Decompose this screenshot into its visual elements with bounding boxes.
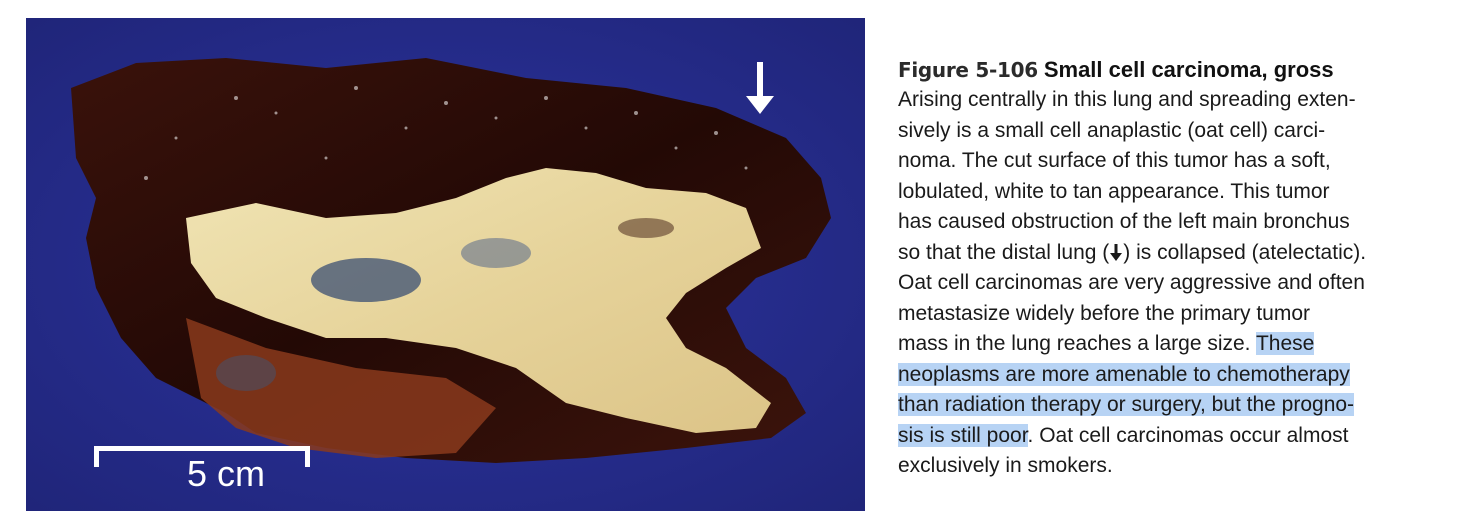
highlighted-text[interactable]: These [1255, 332, 1315, 355]
tumor-mottling [216, 355, 276, 391]
caption-text: ) is collapsed (atelectatic). [1123, 240, 1367, 264]
caption-text: . Oat cell carcinomas occur almost [1027, 423, 1349, 447]
highlighted-text[interactable]: sis is still poor [898, 423, 1028, 447]
caption-text: so that the distal lung ( [898, 240, 1110, 264]
caption-line [898, 360, 1438, 391]
caption-line [898, 329, 1438, 360]
caption-line: sively is a small cell anaplastic (oat cell) carci- [898, 118, 1326, 142]
highlighted-text[interactable]: neoplasms are more amenable to chemotherapy [898, 362, 1350, 386]
down-arrow-icon [1109, 242, 1123, 262]
scale-bar-label: 5 cm [186, 453, 265, 494]
caption-line: Arising centrally in this lung and spreading exten- [898, 88, 1356, 111]
caption-line: Oat cell carcinomas are very aggressive and often [898, 271, 1365, 294]
caption-text: mass in the lung reaches a large size. [898, 332, 1256, 355]
caption-line [898, 390, 1438, 421]
caption-title [898, 55, 1438, 85]
tumor-mottling [618, 218, 674, 238]
figure-title: Small cell carcinoma, gross [1043, 57, 1334, 82]
tumor-mottling [311, 258, 421, 302]
figure-number: Figure 5-106 [898, 58, 1038, 82]
figure-caption [898, 55, 1438, 482]
caption-line: exclusively in smokers. [898, 454, 1113, 477]
caption-body [898, 85, 1438, 482]
caption-line: noma. The cut surface of this tumor has a soft, [898, 149, 1331, 172]
caption-line: has caused obstruction of the left main bronchus [898, 210, 1350, 233]
caption-line [898, 421, 1438, 452]
tumor-mottling [461, 238, 531, 268]
highlighted-text[interactable]: than radiation therapy or surgery, but the progno- [898, 393, 1355, 416]
caption-line: metastasize widely before the primary tumor [898, 301, 1310, 325]
caption-line [898, 238, 1438, 269]
specimen-photo [26, 18, 865, 511]
caption-line: lobulated, white to tan appearance. This tumor [898, 179, 1330, 203]
